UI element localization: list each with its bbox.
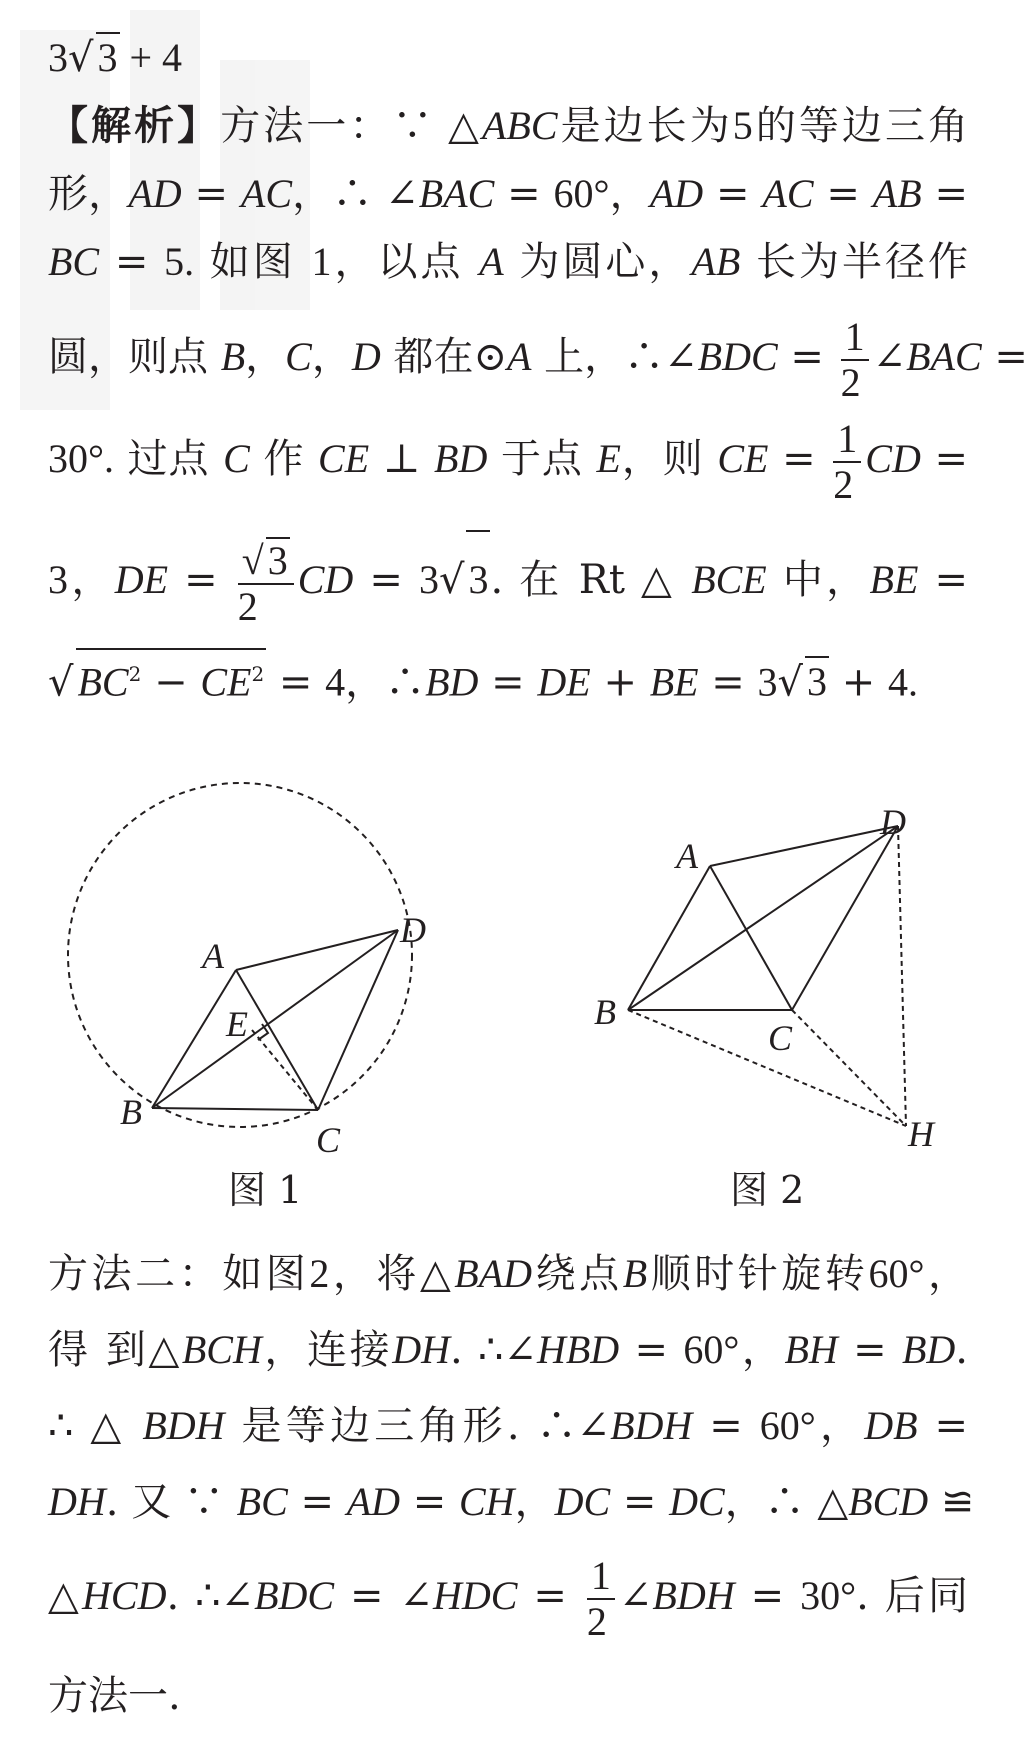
- fig1-label-B: B: [120, 1092, 142, 1132]
- solution-line-4: 圆，则点 B，C，D 都在⊙A 上，∴∠BDC = $\frac{1}{2}$ ∠BAC =: [48, 314, 1028, 405]
- method2-line-5: △HCD. ∴∠BDC = ∠HDC = $\frac{1}{2}$ ∠BDH = 30°. 后同: [48, 1553, 968, 1644]
- answer-line: 3√ 3 + 4: [48, 32, 968, 82]
- fig1-caption: 图 1: [228, 1168, 303, 1212]
- fraction-half: $\frac{1}{2}$: [587, 1554, 615, 1644]
- solution-line-1: 【解析】方法一：∵ △ABC是边长为5的等边三角: [48, 102, 969, 149]
- fig2-label-D: D: [880, 802, 906, 842]
- method2-line-6: 方法一.: [48, 1673, 181, 1719]
- fig2-label-H: H: [908, 1114, 934, 1154]
- fig2-label-C: C: [768, 1018, 793, 1058]
- fig2-segment-DH: [898, 826, 906, 1126]
- fig2-label-A: A: [676, 836, 698, 876]
- fig1-segment-DC: [318, 930, 398, 1110]
- fig1-label-D: D: [400, 910, 426, 950]
- geometry-figures: [0, 800, 1016, 1220]
- method2-line-2: 得 到△BCH，连接DH. ∴∠HBD = 60°，BH = BD.: [48, 1327, 968, 1373]
- fig1-label-C: C: [316, 1120, 341, 1160]
- fraction-sqrt3-over-2: $\frac{√ 3}{2}$: [238, 537, 294, 629]
- solution-line-3: BC = 5. 如图 1，以点 A 为圆心，AB 长为半径作: [48, 239, 968, 285]
- solution-line-2: 形，AD = AC，∴ ∠BAC = 60°，AD = AC = AB =: [48, 171, 969, 217]
- fig1-segment-BC: [152, 1108, 318, 1110]
- analysis-tag: 【解析】: [48, 102, 221, 149]
- fraction-half: $\frac{1}{2}$: [841, 315, 869, 405]
- fig1-segment-AD: [236, 930, 398, 970]
- solution-line-6: 3，DE = $\frac{√ 3}{2}$ CD = 3√ 3. 在 Rt △ BCE 中，BE =: [48, 530, 968, 626]
- fig1-segment-EC: [252, 1030, 318, 1110]
- method2-line-1: 方法二：如图2，将△BAD绕点B顺时针旋转60°，: [48, 1251, 969, 1297]
- fig1-circle: [68, 783, 412, 1127]
- fig1-segment-AC: [236, 970, 318, 1110]
- fig2-label-B: B: [594, 992, 616, 1032]
- fraction-half: $\frac{1}{2}$: [833, 417, 861, 507]
- solution-line-5: 30°. 过点 C 作 CE ⊥ BD 于点 E，则 CE = $\frac{1}{2}$ CD =: [48, 416, 968, 507]
- fig2-caption: 图 2: [730, 1168, 805, 1212]
- method2-line-3: ∴ △ BDH 是等边三角形. ∴∠BDH = 60°，DB =: [48, 1403, 968, 1449]
- method2-line-4: DH. 又 ∵ BC = AD = CH，DC = DC，∴ △BCD ≌: [48, 1479, 975, 1525]
- fig2-segment-AC: [710, 866, 792, 1010]
- fig1-segment-BD: [152, 930, 398, 1108]
- fig2-segment-AB: [628, 866, 710, 1010]
- fig1-label-E: E: [226, 1004, 248, 1044]
- fig2-segment-CH: [792, 1010, 906, 1126]
- fig2-segment-BD: [628, 826, 898, 1010]
- fig2-segment-BH: [628, 1010, 906, 1126]
- solution-line-7: √ $BC^2 - CE^2 = 4$，∴BD = DE + BE = 3√ 3 + 4.: [48, 648, 968, 706]
- fig2-segment-DC: [792, 826, 898, 1010]
- fig1-segment-AB: [152, 970, 236, 1108]
- fig1-label-A: A: [202, 936, 224, 976]
